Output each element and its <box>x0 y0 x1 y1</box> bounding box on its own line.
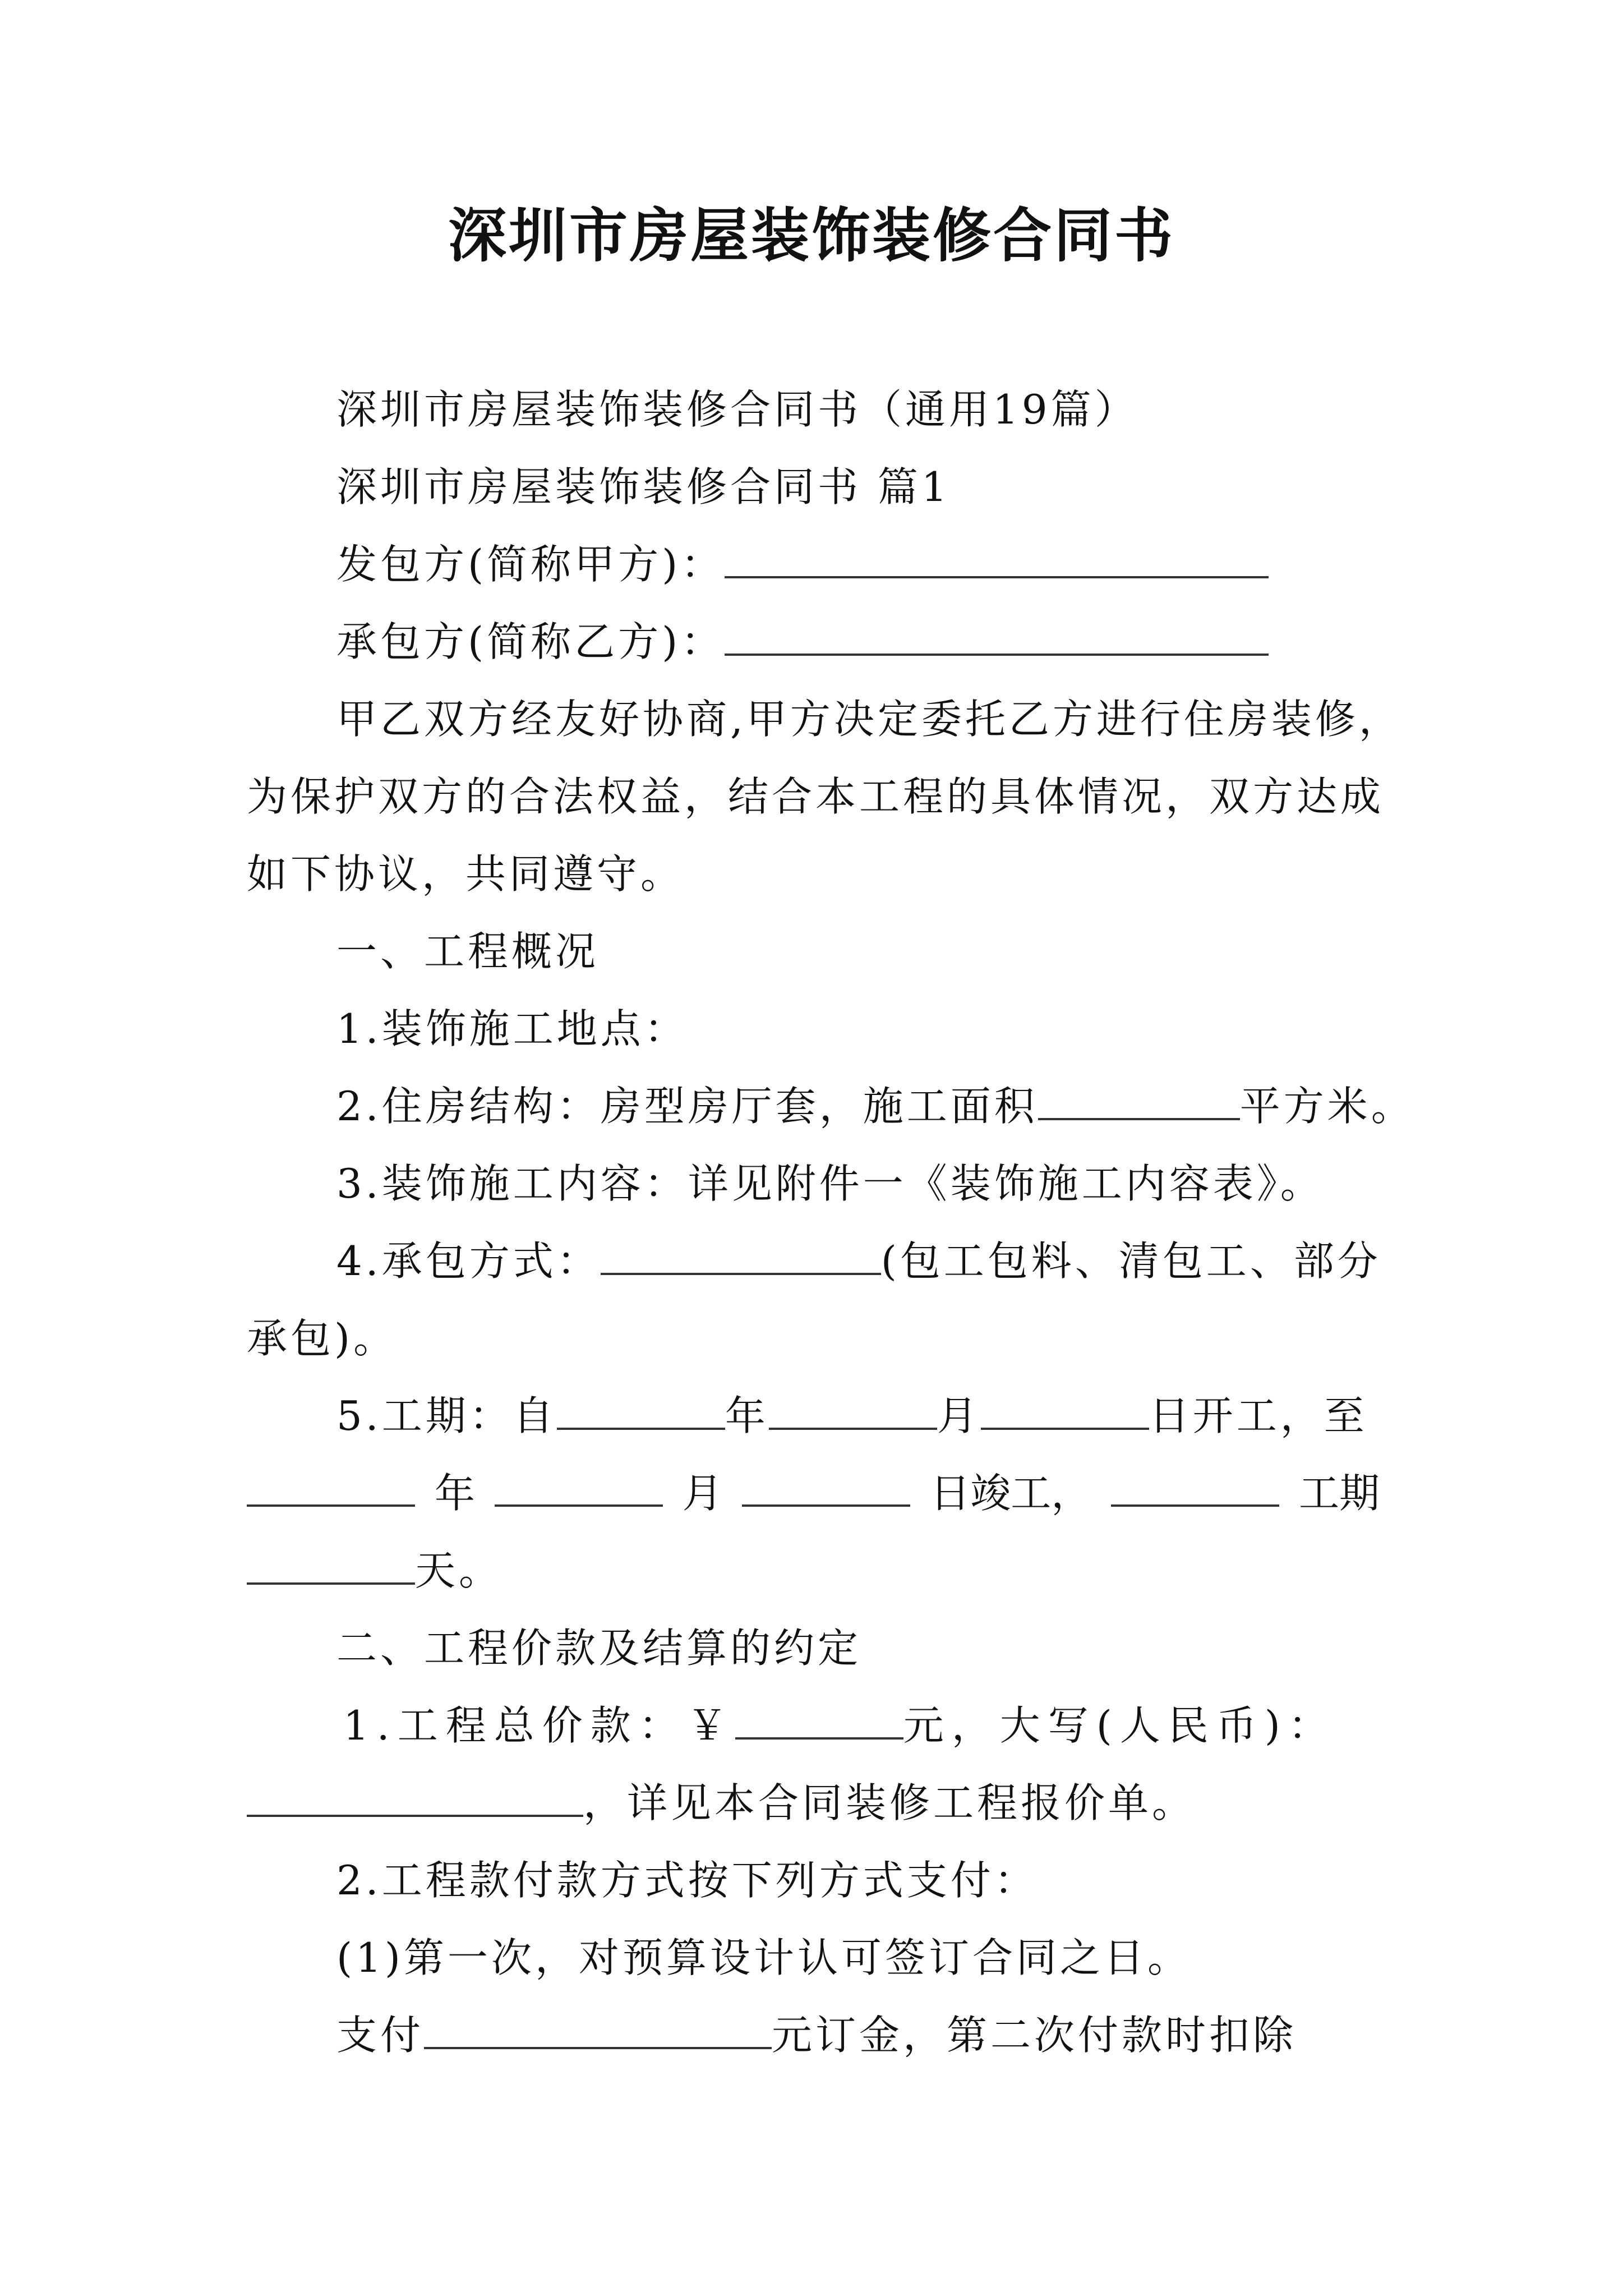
start-year-blank <box>557 1388 725 1430</box>
price-reference: ，详见本合同装修工程报价单。 <box>583 1779 1196 1826</box>
price-label: 1.工程总价款：￥ <box>343 1702 735 1749</box>
item-5-year-2: 年 <box>434 1470 475 1517</box>
section-heading: 深圳市房屋装饰装修合同书 篇1 <box>336 463 951 510</box>
area-blank <box>1038 1079 1240 1120</box>
deposit-blank <box>424 2008 772 2049</box>
payment-1: (1)第一次，对预算设计认可签订合同之日。 <box>336 1934 1191 1981</box>
item-2-unit: 平方米。 <box>1239 1083 1415 1130</box>
item-5-line-2 <box>247 1465 1380 1521</box>
subtitle: 深圳市房屋装饰装修合同书（通用19篇） <box>336 386 1138 433</box>
end-year-blank <box>247 1465 415 1507</box>
party-a-blank <box>725 537 1269 578</box>
item-5-year: 年 <box>725 1392 769 1439</box>
item-3: 3.装饰施工内容：详见附件一《装饰施工内容表》。 <box>336 1160 1324 1207</box>
item-4-options: (包工包料、清包工、部分 <box>880 1237 1381 1285</box>
period-blank <box>1111 1465 1279 1507</box>
heading-2: 二、工程价款及结算的约定 <box>336 1625 862 1672</box>
price-words-label: 元，大写(人民币)： <box>903 1702 1336 1749</box>
days-blank <box>247 1543 415 1585</box>
item-5-start: 日开工，至 <box>1149 1392 1368 1439</box>
party-b-line <box>336 614 1269 670</box>
price-number-blank <box>735 1698 903 1740</box>
party-b-label: 承包方(简称乙方)： <box>336 618 725 665</box>
contract-mode-blank <box>601 1234 881 1275</box>
party-a-line <box>336 536 1269 592</box>
item-2-text: 2.住房结构：房型房厅套，施工面积 <box>336 1083 1038 1130</box>
start-day-blank <box>981 1388 1149 1430</box>
item-1: 1.装饰施工地点： <box>336 1005 688 1052</box>
end-day-blank <box>742 1465 910 1507</box>
party-b-blank <box>725 614 1269 656</box>
payment-2-text: 元订金，第二次付款时扣除 <box>772 2012 1297 2059</box>
item-5-end: 日竣工， <box>930 1470 1092 1517</box>
item-4-cont: 承包)。 <box>247 1315 398 1362</box>
intro-line-1: 甲乙双方经友好协商,甲方决定委托乙方进行住房装修， <box>336 696 1403 743</box>
payment-method: 2.工程款付款方式按下列方式支付： <box>336 1857 1038 1904</box>
price-line-2 <box>247 1775 1196 1831</box>
document-title: 深圳市房屋装饰装修合同书 <box>448 201 1175 270</box>
item-5-line-3 <box>247 1543 502 1599</box>
party-a-label: 发包方(简称甲方)： <box>336 541 725 588</box>
item-5-month-2: 月 <box>682 1470 723 1517</box>
intro-line-2: 为保护双方的合法权益，结合本工程的具体情况，双方达成 <box>247 773 1385 820</box>
end-month-blank <box>495 1465 663 1507</box>
item-4-label: 4.承包方式： <box>336 1237 601 1285</box>
item-4 <box>336 1233 1381 1289</box>
heading-1: 一、工程概况 <box>336 928 600 975</box>
item-2 <box>336 1078 1415 1134</box>
item-5-label: 5.工期：自 <box>336 1392 557 1439</box>
item-5-period: 工期 <box>1298 1470 1380 1517</box>
item-5 <box>336 1388 1368 1444</box>
start-month-blank <box>769 1388 937 1430</box>
payment-2-label: 支付 <box>336 2012 425 2059</box>
price-words-blank <box>247 1775 583 1817</box>
price-line <box>343 1697 1336 1754</box>
item-5-days: 天。 <box>415 1547 503 1594</box>
intro-line-3: 如下协议，共同遵守。 <box>247 850 685 898</box>
payment-2 <box>336 2007 1297 2063</box>
item-5-month: 月 <box>937 1392 981 1439</box>
